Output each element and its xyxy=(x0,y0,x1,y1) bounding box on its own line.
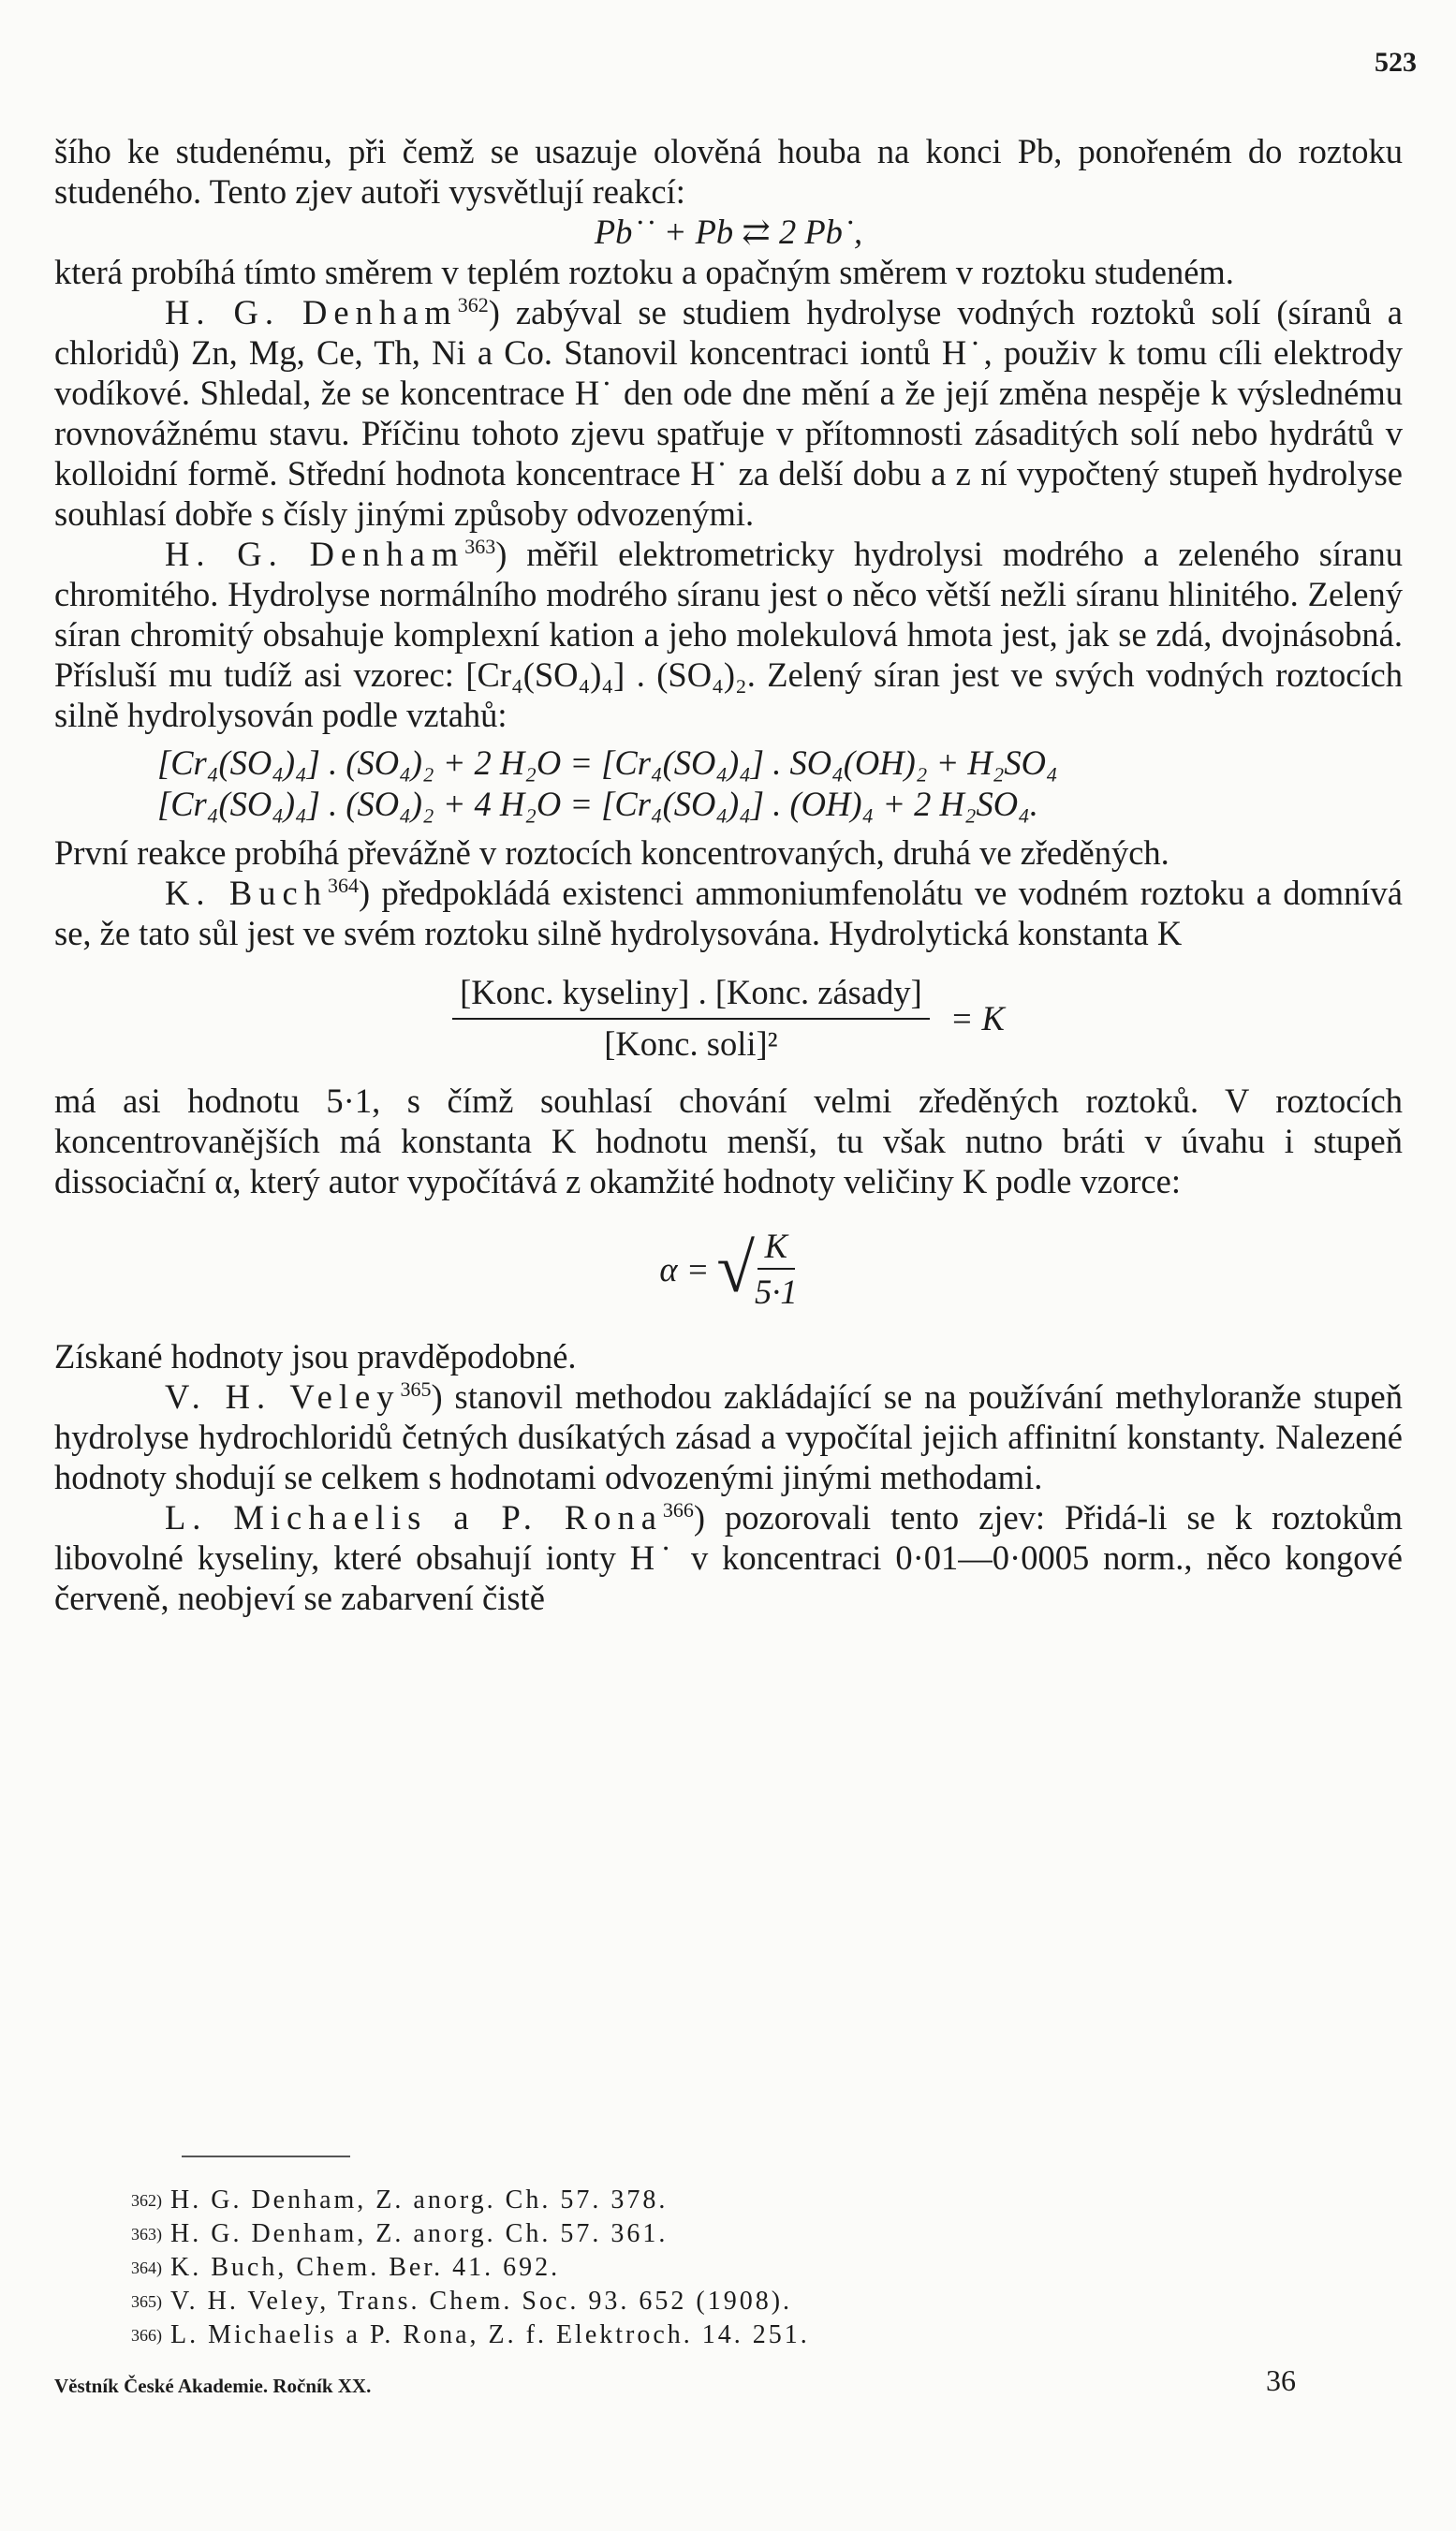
signature-number: 36 xyxy=(1266,2363,1296,2397)
footnote-ref: 365 xyxy=(400,1376,432,1401)
square-root xyxy=(716,1226,797,1312)
footnote xyxy=(131,2184,810,2217)
paragraph-denham-2 xyxy=(54,534,1403,735)
footnote-ref: 363 xyxy=(464,534,496,558)
formula-lead-equilibrium: Pb˙˙ + Pb ⇄ 2 Pb˙, xyxy=(594,213,863,251)
formula-hydrolysis-block xyxy=(157,743,1403,825)
fraction-numerator: [Konc. kyseliny] . [Konc. zásady] xyxy=(452,972,930,1020)
footnote xyxy=(131,2217,810,2251)
author-name: V. H. Veley xyxy=(165,1377,401,1416)
formula-hydrolysis-1: [Cr₄(SO₄)₄] . (SO₄)₂ + 2 H₂O = [Cr₄(SO₄)₄] . SO₄(OH)₂ + H₂SO₄ xyxy=(157,743,1058,782)
footnote-mark: 363) xyxy=(131,2225,162,2244)
paragraph-text: ) měřil elektrometricky hydrolysi modrého a zeleného síranu chromitého. Hydrolyse normálního modrého síranu jest o něco větší nežli síranu hlinitého. Zelený síran chromitý obsahuje komplexní kation a jeho molekulová hmota jest, jak se zdá, dvojnásobná. Přísluší mu tudíž asi vzorec: [Cr₄(SO₄)₄] . (SO₄)₂. Zelený síran jest ve svých vodných roztocích silně hydrolysován podle vztahů: xyxy=(54,535,1403,734)
footnote-mark: 364) xyxy=(131,2259,162,2277)
journal-footer: Věstník České Akademie. Ročník XX. xyxy=(54,2375,372,2397)
paragraph-text: ) pozorovali tento zjev: Přidá-li se k roztokům libovolné kyseliny, které obsahují ionty H˙ v koncentraci 0·01—0·0005 norm., něco kongové červeně, neobjeví se zabarvení čistě xyxy=(54,1498,1403,1617)
root-fraction xyxy=(755,1226,798,1312)
paragraph: Získané hodnoty jsou pravděpodobné. xyxy=(54,1337,577,1376)
author-name: L. Michaelis a P. Rona xyxy=(165,1498,663,1537)
formula-lhs: α = xyxy=(659,1249,710,1288)
author-name: H. G. Denham xyxy=(165,535,465,573)
footnote-text: L. Michaelis a P. Rona, Z. f. Elektroch. 14. 251. xyxy=(170,2320,810,2349)
hydrolytic-constant-formula xyxy=(54,972,1403,1064)
paragraph: má asi hodnotu 5·1, s čímž souhlasí chování velmi zředěných roztoků. V roztocích koncentrovanějších má konstanta K hodnotu menší, tu však nutno bráti v úvahu i stupeň dissociační α, který autor vypočítává z okamžité hodnoty veličiny K podle vzorce: xyxy=(54,1082,1403,1200)
root-numerator: K xyxy=(757,1226,795,1270)
footnote xyxy=(131,2318,810,2352)
footnote xyxy=(131,2251,810,2285)
footnote-mark: 365) xyxy=(131,2292,162,2311)
formula-hydrolysis-2: [Cr₄(SO₄)₄] . (SO₄)₂ + 4 H₂O = [Cr₄(SO₄)₄] . (OH)₄ + 2 H₂SO₄. xyxy=(157,785,1038,823)
author-name: K. Buch xyxy=(165,874,328,912)
footnote-ref: 364 xyxy=(327,873,359,897)
paragraph-michaelis xyxy=(54,1497,1403,1618)
paragraph: šího ke studenému, při čemž se usazuje olověná houba na konci Pb, ponořeném do roztoku studeného. Tento zjev autoři vysvětlují reakcí: xyxy=(54,132,1403,211)
footnotes xyxy=(131,2184,810,2352)
root-denominator: 5·1 xyxy=(754,1273,798,1311)
body-text xyxy=(54,131,1403,1618)
footnote-text: K. Buch, Chem. Ber. 41. 692. xyxy=(170,2253,561,2282)
footnote-ref: 366 xyxy=(662,1497,694,1522)
footnote-mark: 362) xyxy=(131,2191,162,2210)
page-number: 523 xyxy=(1375,47,1417,78)
paragraph: která probíhá tímto směrem v teplém roztoku a opačným směrem v roztoku studeném. xyxy=(54,253,1234,291)
paragraph: První reakce probíhá převážně v roztocích koncentrovaných, druhá ve zředěných. xyxy=(54,833,1169,872)
fraction xyxy=(452,972,930,1064)
paragraph-denham-1 xyxy=(54,292,1403,534)
paragraph-text: ) předpokládá existenci ammoniumfenolátu ve vodném roztoku a domnívá se, že tato sůl jest ve svém roztoku silně hydrolysována. Hydrolytická konstanta K xyxy=(54,874,1404,952)
paragraph-buch xyxy=(54,873,1403,953)
fraction-equals: = K xyxy=(949,998,1005,1037)
fraction-denominator: [Konc. soli]² xyxy=(604,1024,778,1063)
footnote-text: H. G. Denham, Z. anorg. Ch. 57. 378. xyxy=(170,2185,669,2215)
dissociation-formula xyxy=(54,1226,1403,1312)
paragraph-veley xyxy=(54,1376,1403,1497)
footnote-text: V. H. Veley, Trans. Chem. Soc. 93. 652 (1908). xyxy=(170,2287,793,2316)
paragraph-text: ) zabýval se studiem hydrolyse vodných roztoků solí (síranů a chloridů) Zn, Mg, Ce, Th, Ni a Co. Stanovil koncentraci iontů H˙, použiv k tomu cíli elektrody vodíkové. Shledal, že se koncentrace H˙ den ode dne mění a že její změna nespěje k výslednému rovnovážnému stavu. Příčinu tohoto zjevu spatřuje v přítomnosti zásaditých solí nebo hydrátů v kolloidní formě. Střední hodnota koncentrace H˙ za delší dobu a z ní vypočtený stupeň hydrolyse souhlasí dobře s čísly jinými způsoby odvozenými. xyxy=(54,293,1403,533)
footnote-divider xyxy=(182,2156,350,2157)
author-name: H. G. Denham xyxy=(165,293,458,331)
radical-sign-icon: √ xyxy=(716,1230,755,1307)
paragraph-text: ) stanovil methodou zakládající se na používání methyloranže stupeň hydrolyse hydrochloridů četných dusíkatých zásad a vypočítal jejich affinitní konstanty. Nalezené hodnoty shodují se celkem s hodnotami odvozenými jinými methodami. xyxy=(54,1377,1403,1496)
footnote-text: H. G. Denham, Z. anorg. Ch. 57. 361. xyxy=(170,2219,669,2248)
footnote-mark: 366) xyxy=(131,2326,162,2345)
footnote-ref: 362 xyxy=(457,292,489,316)
footnote xyxy=(131,2285,810,2318)
